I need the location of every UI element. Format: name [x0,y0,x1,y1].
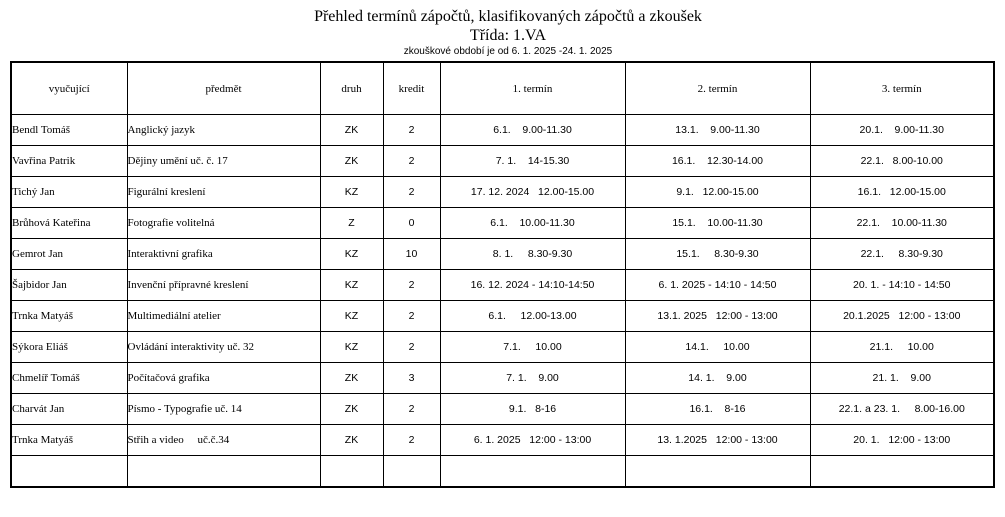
class-label: Třída: 1.VA [469,27,547,44]
cell-term-2: 15.1. 10.00-11.30 [625,208,810,239]
empty-cell [320,456,383,488]
cell-subject: Multimediální atelier [127,301,320,332]
cell-type: ZK [320,363,383,394]
cell-term-2: 13.1. 9.00-11.30 [625,115,810,146]
cell-term-3: 21.1. 10.00 [810,332,994,363]
cell-credit: 0 [383,208,440,239]
cell-subject: Písmo - Typografie uč. 14 [127,394,320,425]
cell-term-2: 16.1. 8-16 [625,394,810,425]
cell-type: ZK [320,425,383,456]
empty-cell [127,456,320,488]
empty-row [11,456,994,488]
cell-term-2: 14. 1. 9.00 [625,363,810,394]
cell-teacher: Sýkora Eliáš [11,332,127,363]
table-row [11,301,994,332]
table-row [11,425,994,456]
exam-schedule-table [10,61,995,488]
table-header-row [11,62,994,115]
cell-term-2: 9.1. 12.00-15.00 [625,177,810,208]
empty-cell [625,456,810,488]
cell-term-1: 17. 12. 2024 12.00-15.00 [440,177,625,208]
cell-credit: 2 [383,332,440,363]
cell-subject: Fotografie volitelná [127,208,320,239]
cell-type: KZ [320,332,383,363]
cell-term-1: 16. 12. 2024 - 14:10-14:50 [440,270,625,301]
cell-credit: 2 [383,177,440,208]
cell-type: Z [320,208,383,239]
cell-type: ZK [320,115,383,146]
exam-period: zkouškové období je od 6. 1. 2025 -24. 1. 2025 [403,46,613,57]
cell-term-2: 15.1. 8.30-9.30 [625,239,810,270]
cell-term-3: 22.1. 8.30-9.30 [810,239,994,270]
header-term-1: 1. termín [440,62,625,115]
table-row [11,394,994,425]
cell-teacher: Trnka Matyáš [11,301,127,332]
cell-term-3: 20. 1. - 14:10 - 14:50 [810,270,994,301]
cell-term-2: 13. 1.2025 12:00 - 13:00 [625,425,810,456]
cell-credit: 3 [383,363,440,394]
header-subject: předmět [127,62,320,115]
cell-type: KZ [320,270,383,301]
table-row [11,208,994,239]
cell-term-1: 7. 1. 9.00 [440,363,625,394]
header-term-2: 2. termín [625,62,810,115]
cell-term-3: 16.1. 12.00-15.00 [810,177,994,208]
table-row [11,332,994,363]
cell-term-3: 20. 1. 12:00 - 13:00 [810,425,994,456]
cell-term-2: 16.1. 12.30-14.00 [625,146,810,177]
cell-teacher: Brůhová Kateřina [11,208,127,239]
cell-term-3: 22.1. 8.00-10.00 [810,146,994,177]
cell-credit: 10 [383,239,440,270]
cell-credit: 2 [383,301,440,332]
cell-teacher: Gemrot Jan [11,239,127,270]
cell-subject: Anglický jazyk [127,115,320,146]
cell-term-1: 6. 1. 2025 12:00 - 13:00 [440,425,625,456]
table-row [11,239,994,270]
cell-term-2: 14.1. 10.00 [625,332,810,363]
empty-cell [383,456,440,488]
cell-type: KZ [320,177,383,208]
cell-teacher: Trnka Matyáš [11,425,127,456]
cell-credit: 2 [383,115,440,146]
cell-term-1: 7.1. 10.00 [440,332,625,363]
table-row [11,115,994,146]
cell-teacher: Bendl Tomáš [11,115,127,146]
cell-teacher: Charvát Jan [11,394,127,425]
cell-term-1: 6.1. 10.00-11.30 [440,208,625,239]
cell-credit: 2 [383,425,440,456]
cell-credit: 2 [383,394,440,425]
cell-term-1: 6.1. 9.00-11.30 [440,115,625,146]
empty-cell [810,456,994,488]
cell-subject: Počítačová grafika [127,363,320,394]
cell-term-2: 13.1. 2025 12:00 - 13:00 [625,301,810,332]
cell-term-3: 22.1. 10.00-11.30 [810,208,994,239]
cell-term-3: 21. 1. 9.00 [810,363,994,394]
table-row [11,270,994,301]
cell-teacher: Šajbidor Jan [11,270,127,301]
cell-term-1: 9.1. 8-16 [440,394,625,425]
cell-term-3: 20.1.2025 12:00 - 13:00 [810,301,994,332]
cell-subject: Interaktivní grafika [127,239,320,270]
header-teacher: vyučující [11,62,127,115]
cell-term-3: 22.1. a 23. 1. 8.00-16.00 [810,394,994,425]
cell-subject: Ovládání interaktivity uč. 32 [127,332,320,363]
table-row [11,363,994,394]
cell-credit: 2 [383,270,440,301]
empty-cell [11,456,127,488]
cell-credit: 2 [383,146,440,177]
table-row [11,177,994,208]
cell-type: KZ [320,239,383,270]
cell-term-2: 6. 1. 2025 - 14:10 - 14:50 [625,270,810,301]
cell-term-1: 8. 1. 8.30-9.30 [440,239,625,270]
cell-teacher: Tichý Jan [11,177,127,208]
document-title: Přehled termínů zápočtů, klasifikovaných zápočtů a zkoušek [314,8,702,25]
cell-type: ZK [320,394,383,425]
header-type: druh [320,62,383,115]
cell-subject: Invenční přípravné kreslení [127,270,320,301]
cell-subject: Dějiny umění uč. č. 17 [127,146,320,177]
table-row [11,146,994,177]
cell-term-1: 7. 1. 14-15.30 [440,146,625,177]
header-credit: kredit [383,62,440,115]
cell-subject: Střih a video uč.č.34 [127,425,320,456]
cell-term-3: 20.1. 9.00-11.30 [810,115,994,146]
cell-type: KZ [320,301,383,332]
cell-type: ZK [320,146,383,177]
cell-subject: Figurální kreslení [127,177,320,208]
empty-cell [440,456,625,488]
cell-term-1: 6.1. 12.00-13.00 [440,301,625,332]
cell-teacher: Chmelíř Tomáš [11,363,127,394]
header-term-3: 3. termín [810,62,994,115]
cell-teacher: Vavřina Patrik [11,146,127,177]
